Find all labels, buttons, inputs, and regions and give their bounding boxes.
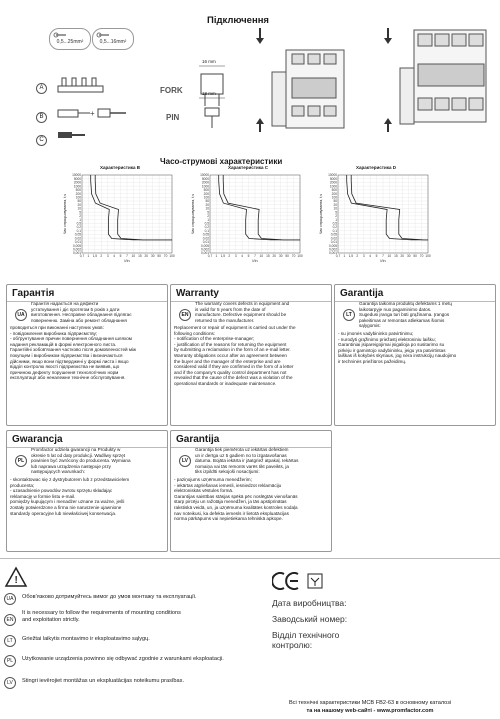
notice-text: Griežtai laikytis montavimo ir eksploatavimo sąlygų. xyxy=(22,636,150,642)
curve-lower xyxy=(219,175,300,240)
y-tick-label: 1 xyxy=(335,217,337,222)
y-tick-label: 0,2 xyxy=(76,225,81,230)
warranty-intro: Garantija tiek piemērota uz iekārtas defektiem un ir derīga uz 5 gadiem no to izgatavošanas datuma. Bojāta iekārta ir jāatgriež atpakaļ. Iekārtas nomaiņa vai tās remonts varēs tikt paveikts, ja tiks izpildīti sekojoši nosacījumi: xyxy=(195,447,299,475)
warranty-lt xyxy=(334,284,496,426)
chart-c xyxy=(188,165,308,265)
y-tick-label: 5 xyxy=(335,210,337,215)
y-tick-label: 100 xyxy=(331,195,337,200)
warranty-ua xyxy=(6,284,168,426)
y-tick-label: 0,2 xyxy=(204,225,209,230)
y-tick-label: 0,1 xyxy=(332,228,337,233)
x-tick-label: 0,7 xyxy=(79,254,85,258)
chart-title: Характеристика С xyxy=(228,165,268,170)
x-tick-label: 1 xyxy=(87,254,90,258)
x-tick-label: 3 xyxy=(362,254,365,258)
y-tick-label: 500 xyxy=(75,188,81,193)
y-tick-label: 0,5 xyxy=(76,221,81,226)
chart-b-plot xyxy=(60,173,180,273)
warranty-en xyxy=(170,284,332,426)
y-tick-label: 2 xyxy=(335,214,337,219)
x-tick-label: 7 xyxy=(382,254,384,258)
y-tick-label: 20 xyxy=(77,202,81,207)
fork-dim: 16 mm xyxy=(202,59,216,64)
y-tick-label: 0,002 xyxy=(329,247,337,252)
chart-title: Характеристика D xyxy=(356,165,396,170)
x-tick-label: 1 xyxy=(343,254,346,258)
y-tick-label: 0,02 xyxy=(74,236,81,241)
x-tick-label: 1,5 xyxy=(92,254,98,258)
y-tick-label: 0,02 xyxy=(330,236,337,241)
row-b-marker: B xyxy=(36,112,47,123)
x-tick-label: 30 xyxy=(278,254,283,258)
fork-label: FORK xyxy=(160,86,183,95)
y-tick-label: 50 xyxy=(205,199,209,204)
chart-c-plot xyxy=(188,173,308,273)
warranty-intro: Garantija taikoma produktų defektams 1 metų laikotarpyje nuo pagaminimo datos. Sugedusi įranga turi būti grąžinama. Įrangos pakeitimas ar remontas atliekamas šiomis sąlygomis: xyxy=(359,301,452,329)
warranty-lv xyxy=(170,430,332,552)
y-tick-label: 0,001 xyxy=(329,251,337,256)
wire-pill-1 xyxy=(49,28,91,50)
page-title: Підключення xyxy=(207,15,269,26)
y-tick-label: 5000 xyxy=(201,176,209,181)
x-tick-label: 15 xyxy=(266,254,270,258)
y-tick-label: 0,1 xyxy=(204,228,209,233)
y-tick-label: 1000 xyxy=(201,184,209,189)
x-axis-label: I/In xyxy=(252,259,258,263)
y-tick-label: 0,005 xyxy=(73,243,81,248)
notice-code: LV xyxy=(4,677,16,689)
notice-code: EN xyxy=(4,614,16,626)
x-tick-label: 70 xyxy=(291,254,296,258)
y-tick-label: 200 xyxy=(203,191,209,196)
x-tick-label: 7 xyxy=(126,254,128,258)
notice-text: Użytkowanie urządzenia powinno się odbywać zgodnie z warunkami eksploatacji. xyxy=(22,656,224,662)
chart-d xyxy=(316,165,436,265)
pin-dim: 18 mm xyxy=(202,91,216,96)
y-tick-label: 500 xyxy=(203,188,209,193)
warranty-title: Warranty xyxy=(171,285,331,302)
x-tick-label: 2 xyxy=(356,254,359,258)
warranty-intro: Гарантія надається на дефекти устаткування і діє протягом 5 років з дати виготовлення. Несправне обладнання підлягає поверненню. Заміна або ремонт обладнання xyxy=(31,301,132,323)
y-tick-label: 50 xyxy=(333,199,337,204)
footer-line-2: та на нашому web-сайті - www.promfactor.com xyxy=(306,708,434,714)
lang-badge: EN xyxy=(179,309,191,321)
y-tick-label: 2000 xyxy=(73,180,81,185)
x-tick-label: 100 xyxy=(169,254,175,258)
x-tick-label: 3 xyxy=(106,254,109,258)
notice-text: Stingri ievērojiet montāžas un ekspluatācijas noteikumu prasības. xyxy=(22,678,184,684)
x-tick-label: 0,7 xyxy=(207,254,213,258)
y-tick-label: 0,05 xyxy=(74,232,81,237)
svg-text:!: ! xyxy=(14,575,18,586)
lang-badge: LV xyxy=(179,455,191,467)
x-axis-label: I/In xyxy=(124,259,130,263)
x-tick-label: 1,5 xyxy=(348,254,354,258)
x-tick-label: 20 xyxy=(400,254,405,258)
manufacture-date-field: Дата виробництва: xyxy=(272,598,347,608)
x-tick-label: 50 xyxy=(413,254,417,258)
y-axis-label: Час спрацьовування, t,s xyxy=(191,193,195,235)
warranty-title: Gwarancja xyxy=(7,431,167,448)
y-tick-label: 10000 xyxy=(328,173,337,178)
warranty-intro: The warranty covers defects in equipment and is valid for 5 years from the date of manufacture. Defective equipment should be returned to the manufacturer. xyxy=(195,301,290,323)
y-tick-label: 20 xyxy=(333,202,337,207)
svg-text:+: + xyxy=(90,109,95,118)
lang-badge: LT xyxy=(343,309,355,321)
x-tick-label: 20 xyxy=(144,254,149,258)
y-tick-label: 1 xyxy=(207,217,209,222)
y-tick-label: 0,01 xyxy=(330,240,337,245)
y-tick-label: 0,5 xyxy=(332,221,337,226)
x-tick-label: 15 xyxy=(394,254,398,258)
y-tick-label: 2000 xyxy=(201,180,209,185)
chart-title: Характеристика В xyxy=(100,165,140,170)
y-tick-label: 50 xyxy=(77,199,81,204)
footer-line-1: Всі технічні характеристики МСВ FB2-63 в основному каталозі xyxy=(288,700,452,706)
chart-d-plot xyxy=(316,173,436,273)
warranty-title: Garantija xyxy=(335,285,495,302)
y-axis-label: Час спрацьовування, t,s xyxy=(319,193,323,235)
x-tick-label: 10 xyxy=(387,254,392,258)
warranty-intro: Promfactor udziela gwarancji na Produkty w okresie 5 lat od daty produkcji. Wadliwy sprzęt powinien być zwrócony do producenta. Wymiana lub naprawa urządzenia następuje przy następujących warunkach: xyxy=(31,447,131,475)
y-tick-label: 10 xyxy=(333,206,337,211)
y-axis-label: Час спрацьовування, t,s xyxy=(63,193,67,235)
pin-label: PIN xyxy=(166,113,180,122)
x-axis-label: I/In xyxy=(380,259,386,263)
x-tick-label: 5 xyxy=(247,254,250,258)
y-tick-label: 5000 xyxy=(73,176,81,181)
x-tick-label: 5 xyxy=(119,254,122,258)
x-tick-label: 5 xyxy=(375,254,378,258)
y-tick-label: 0,005 xyxy=(201,243,209,248)
x-tick-label: 10 xyxy=(131,254,136,258)
wire-pill-2 xyxy=(92,28,134,50)
y-tick-label: 0,001 xyxy=(73,251,81,256)
y-tick-label: 2 xyxy=(79,214,81,219)
warranty-title: Garantija xyxy=(171,431,331,448)
x-tick-label: 4 xyxy=(369,254,372,258)
y-tick-label: 2 xyxy=(207,214,209,219)
lang-badge: PL xyxy=(15,455,27,467)
warranty-body: - su įmonės vadybininko patvirtinimu; - nurodyti grąžinimo priežastį elektroniniu laišku; Garantiniai įsipareigojimai įsigalioja po susitarimo su pirkėju ir gamintojo vadybininku, jeigu yra patvirtintas laiškas iš kokybės skyriaus, jog nėra instrukcijų naudojimo ir techninės priežiūros pažeidimų. xyxy=(338,331,457,364)
warranty-body: - paziņojums uzņēmuma menedžerim; - iekārtas atgriešanas iemesli, iesniedzot reklamāciju elektroniskās vēstules formā. Garantijas saistības stāsjas spēkā pēc noslēgtās vienošanās starp pircēju un ražotāja menedžeri, ja tās apstiprinātas rakstiskā veidā, un, ja uzņēmuma kvalitātes kontroles nodaļa nav noteikusi, ka defekta iemesls ir lietotā ekspluatācijas norma pārkāpums vai nepietiekama tehniskā apkope. xyxy=(174,477,298,522)
x-tick-label: 50 xyxy=(285,254,289,258)
breaker-illustration xyxy=(252,20,492,140)
notice-text: It is necessary to follow the requirements of mounting conditions and exploitation strictly. xyxy=(22,610,181,623)
y-tick-label: 20 xyxy=(205,202,209,207)
x-tick-label: 7 xyxy=(254,254,256,258)
warranty-body: Replacement or repair of equipment is carried out under the following conditions: - notification of the enterprise-manager; - justification of the reasons for returning the equipment by submitting a reclamation in the form of an e-mail letter. Warranty obligations occur after an agreement between the buyer and the manager of the enterprise and are considered valid if they are confirmed in the form of a letter and if the company's quality control department has not revealed that the cause of the defect was a violation of the operational standards or inadequate maintenance. xyxy=(174,325,296,386)
busbar-illustration xyxy=(50,68,160,148)
y-tick-label: 100 xyxy=(203,195,209,200)
row-c-marker: C xyxy=(36,135,47,146)
x-tick-label: 70 xyxy=(163,254,168,258)
y-tick-label: 0,01 xyxy=(202,240,209,245)
y-tick-label: 10000 xyxy=(200,173,209,178)
y-tick-label: 0,05 xyxy=(202,232,209,237)
notice-text: Обов'язково дотримуйтесь вимог до умов монтажу та експлуатації. xyxy=(22,594,197,600)
y-tick-label: 0,01 xyxy=(74,240,81,245)
warranty-body: - skontaktowac się z dystrybutorem lub z przedstawicielem producenta; - uzasadnienie powodów zwrotu sprzętu składając reklamację w formie listu e-mail. pomiędzy kupującym i menadżer uznane za ważne, jeśli zostały potwierdzone a firma nie naruszenie ujawnione standardy operacyjne lub niewłaściwej konserwacja. xyxy=(10,477,130,516)
x-tick-label: 4 xyxy=(241,254,244,258)
warning-icon xyxy=(4,566,28,588)
wire-pill-label: 0,5...25mm² xyxy=(56,39,84,45)
x-tick-label: 100 xyxy=(297,254,303,258)
y-tick-label: 0,002 xyxy=(201,247,209,252)
y-tick-label: 0,02 xyxy=(202,236,209,241)
x-tick-label: 1 xyxy=(215,254,218,258)
x-tick-label: 3 xyxy=(234,254,237,258)
y-tick-label: 200 xyxy=(75,191,81,196)
ce-mark-icon xyxy=(272,572,332,590)
y-tick-label: 0,2 xyxy=(332,225,337,230)
y-tick-label: 0,5 xyxy=(204,221,209,226)
x-tick-label: 20 xyxy=(272,254,277,258)
x-tick-label: 1,5 xyxy=(220,254,226,258)
row-a-marker: A xyxy=(36,83,47,94)
charts-title: Часо-струмові характеристики xyxy=(160,157,283,166)
y-tick-label: 1 xyxy=(79,217,81,222)
y-tick-label: 0,001 xyxy=(201,251,209,256)
y-tick-label: 500 xyxy=(331,188,337,193)
notice-code: PL xyxy=(4,655,16,667)
y-tick-label: 5000 xyxy=(329,176,337,181)
y-tick-label: 0,005 xyxy=(329,243,337,248)
x-tick-label: 70 xyxy=(419,254,424,258)
warranty-title: Гарантія xyxy=(7,285,167,302)
y-tick-label: 0,05 xyxy=(330,232,337,237)
y-tick-label: 0,002 xyxy=(73,247,81,252)
y-tick-label: 1000 xyxy=(73,184,81,189)
y-tick-label: 1000 xyxy=(329,184,337,189)
y-tick-label: 10 xyxy=(205,206,209,211)
y-tick-label: 10 xyxy=(77,206,81,211)
warranty-body: проводиться при виконанні наступних умов: - повідомлення виробника підприємству; - обґрунтування причин повернення обладнання шляхом надання рекламацій в формі електронного листа. Гарантійні зобов'язання частково після домовленостей між покупцем і виробником підприємства і визначаються дійсними, якщо вони підтверджені у формі листа і якщо відділ контролю якості підприємства не виявив, що причиною дефекту порушення технологічних норм експлуатації або неналежне технічне обслуговування. xyxy=(10,325,137,381)
x-tick-label: 50 xyxy=(157,254,161,258)
x-tick-label: 4 xyxy=(113,254,116,258)
y-tick-label: 5 xyxy=(207,210,209,215)
y-tick-label: 2000 xyxy=(329,180,337,185)
y-tick-label: 100 xyxy=(75,195,81,200)
x-tick-label: 100 xyxy=(425,254,431,258)
section-divider xyxy=(0,558,500,559)
x-tick-label: 30 xyxy=(406,254,411,258)
curve-upper xyxy=(95,175,172,240)
warranty-pl xyxy=(6,430,168,552)
y-tick-label: 0,1 xyxy=(76,228,81,233)
chart-b xyxy=(60,165,180,265)
x-tick-label: 0,7 xyxy=(335,254,341,258)
y-tick-label: 5 xyxy=(79,210,81,215)
notice-code: UA xyxy=(4,593,16,605)
curve-lower xyxy=(91,175,172,240)
y-tick-label: 200 xyxy=(331,191,337,196)
curve-upper xyxy=(351,175,428,240)
x-tick-label: 10 xyxy=(259,254,264,258)
curve-upper xyxy=(223,175,300,240)
serial-number-field: Заводський номер: xyxy=(272,614,348,624)
notice-code: LT xyxy=(4,635,16,647)
wire-pill-label: 0,5...16mm² xyxy=(99,39,127,45)
lang-badge: UA xyxy=(15,309,27,321)
x-tick-label: 2 xyxy=(228,254,231,258)
qc-field: Відділ технічного контролю: xyxy=(272,630,340,650)
y-tick-label: 10000 xyxy=(72,173,81,178)
x-tick-label: 30 xyxy=(150,254,155,258)
x-tick-label: 15 xyxy=(138,254,142,258)
x-tick-label: 2 xyxy=(100,254,103,258)
